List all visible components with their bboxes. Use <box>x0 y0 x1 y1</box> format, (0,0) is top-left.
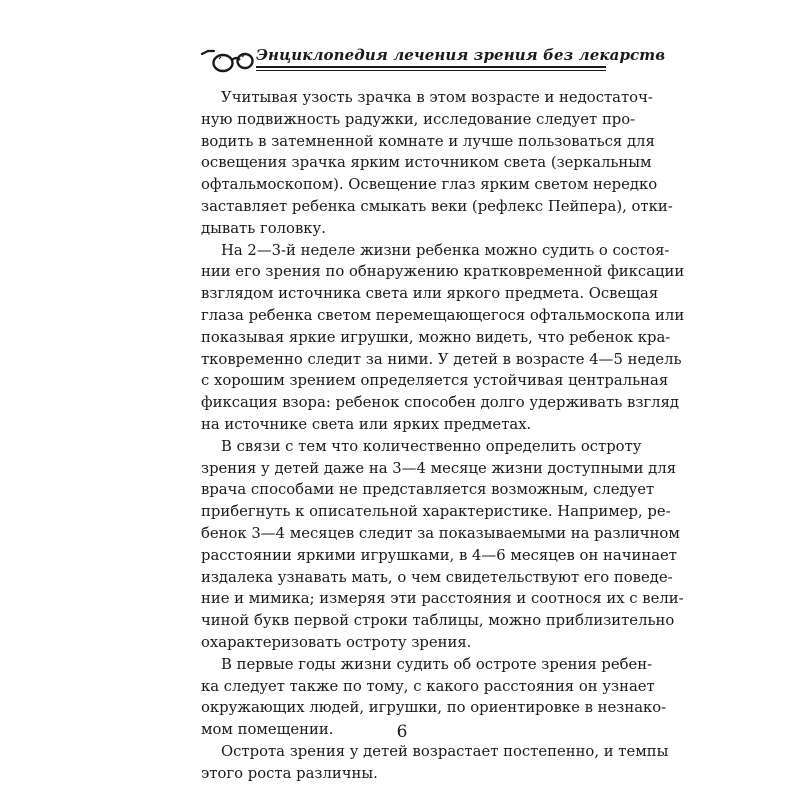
text-line: бенок 3—4 месяцев следит за показываемыми на различном <box>201 524 680 542</box>
text-line: На 2—3-й неделе жизни ребенка можно судить о состоя- <box>221 241 670 259</box>
header-rule <box>256 66 606 68</box>
text-line: мом помещении. <box>201 721 334 739</box>
paragraph-5 <box>201 741 669 785</box>
text-line: взглядом источника света или яркого предмета. Освещая <box>201 285 659 303</box>
text-line: этого роста различны. <box>201 764 378 782</box>
header-rule-thin <box>256 70 606 71</box>
text-line: зрения у детей даже на 3—4 месяце жизни доступными для <box>201 459 677 477</box>
running-title: Энциклопедия лечения зрения без лекарств <box>256 46 666 64</box>
text-line: врача способами не представляется возможным, следует <box>201 481 655 499</box>
text-line: показывая яркие игрушки, можно видеть, что ребенок кра- <box>201 328 671 346</box>
text-line: глаза ребенка светом перемещающегося офтальмоскопа или <box>201 306 685 324</box>
text-line: освещения зрачка ярким источником света (зеркальным <box>201 154 652 172</box>
text-line: расстоянии яркими игрушками, в 4—6 месяцев он начинает <box>201 546 677 564</box>
page-number: 6 <box>396 722 408 742</box>
text-line: дывать головку. <box>201 219 326 237</box>
text-line: В связи с тем что количественно определить остроту <box>221 437 642 455</box>
text-line: окружающих людей, игрушки, по ориентировке в незнако- <box>201 699 667 717</box>
text-line: Острота зрения у детей возрастает постепенно, и темпы <box>221 742 669 760</box>
paragraph-1 <box>201 87 673 240</box>
text-line: прибегнуть к описательной характеристике. Например, ре- <box>201 503 671 521</box>
running-header <box>200 40 666 80</box>
text-line: заставляет ребенка смыкать веки (рефлекс Пейпера), отки- <box>201 197 673 215</box>
text-line: ка следует также по тому, с какого расстояния он узнает <box>201 677 655 695</box>
text-line: офтальмоскопом). Освещение глаз ярким светом нередко <box>201 176 658 194</box>
text-line: ную подвижность радужки, исследование следует про- <box>201 110 636 128</box>
paragraph-2 <box>201 240 685 436</box>
text-line: нии его зрения по обнаружению кратковременной фиксации <box>201 263 685 281</box>
text-line: тковременно следит за ними. У детей в возрасте 4—5 недель <box>201 350 682 368</box>
text-line: Учитывая узость зрачка в этом возрасте и недостаточ- <box>221 89 653 106</box>
text-line: ние и мимика; измеряя эти расстояния и соотнося их с вели- <box>201 590 684 608</box>
text-line: с хорошим зрением определяется устойчивая центральная <box>201 372 669 390</box>
text-line: В первые годы жизни судить об остроте зрения ребен- <box>221 655 653 673</box>
text-line: водить в затемненной комнате и лучше пользоваться для <box>201 132 655 150</box>
text-line: на источнике света или ярких предметах. <box>201 415 532 433</box>
text-line: охарактеризовать остроту зрения. <box>201 633 472 651</box>
paragraph-3 <box>201 436 684 654</box>
text-line: издалека узнавать мать, о чем свидетельствуют его поведе- <box>201 568 673 586</box>
text-line: фиксация взора: ребенок способен долго удерживать взгляд <box>201 394 680 412</box>
text-line: чиной букв первой строки таблицы, можно приблизительно <box>201 612 675 630</box>
body-text <box>201 87 685 785</box>
glasses-icon <box>200 46 254 76</box>
